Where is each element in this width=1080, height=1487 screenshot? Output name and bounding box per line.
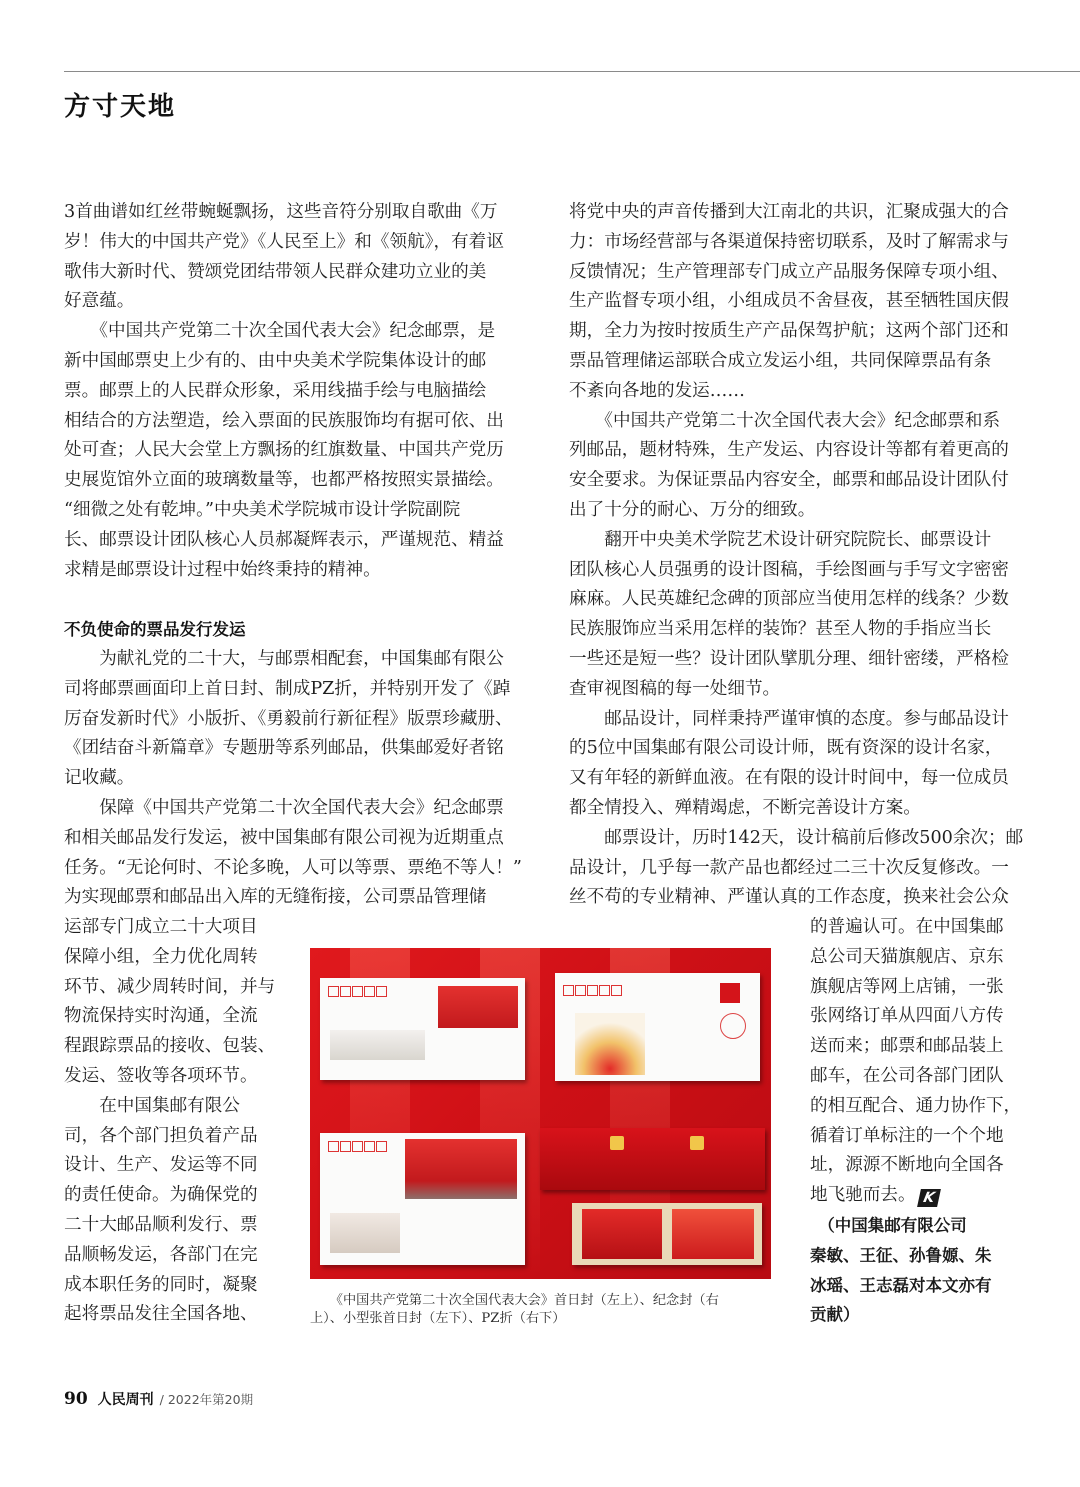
body-line: 查审视图稿的每一处细节。 [569, 678, 781, 699]
body-line: 《中国共产党第二十次全国代表大会》纪念邮票，是 [64, 321, 496, 342]
publication-name: 人民周刊 [97, 1392, 154, 1408]
body-line: 送而来；邮票和邮品装上 [810, 1036, 1004, 1057]
caption-line: 上）、小型张首日封（左下）、PZ折（右下） [310, 1311, 566, 1326]
body-line: 邮票设计，历时142天，设计稿前后修改500余次；邮 [569, 827, 1024, 848]
commemorative-cover-image [555, 973, 760, 1081]
caption-line: 《中国共产党第二十次全国代表大会》首日封（左上）、纪念封（右 [310, 1293, 719, 1308]
body-line: 丝不苟的专业精神、严谨认真的工作态度，换来社会公众 [569, 887, 1009, 908]
body-line: 司将邮票画面印上首日封、制成PZ折，并特别开发了《踔 [64, 678, 511, 699]
body-line: 记收藏。 [64, 768, 135, 789]
body-line: 厉奋发新时代》小版折、《勇毅前行新征程》版票珍藏册、 [64, 708, 513, 729]
end-mark-icon: K [917, 1189, 941, 1207]
left-column [64, 198, 522, 913]
body-line: 品顺畅发运，各部门在完 [64, 1244, 258, 1265]
body-line: 《团结奋斗新篇章》专题册等系列邮品，供集邮爱好者铭 [64, 738, 504, 759]
body-line: 团队核心人员强勇的设计图稿，手绘图画与手写文字密密 [569, 559, 1009, 580]
body-line: 地飞驰而去。 K [810, 1181, 1021, 1211]
body-line: 都全情投入、殚精竭虑，不断完善设计方案。 [569, 797, 921, 818]
section-subheading: 不负使命的票品发行发运 [64, 620, 246, 640]
body-line: 发运、签收等各项环节。 [64, 1065, 258, 1086]
page-footer [64, 1389, 253, 1409]
body-line: 长、邮票设计团队核心人员郝凝辉表示，严谨规范、精益 [64, 529, 504, 550]
body-line: 物流保持实时沟通，全流 [64, 1006, 258, 1027]
first-day-cover-image [320, 978, 525, 1080]
top-rule [64, 71, 1080, 72]
body-line: 为实现邮票和邮品出入库的无缝衔接，公司票品管理储 [64, 887, 487, 908]
body-line: 程跟踪票品的接收、包装、 [64, 1036, 276, 1057]
body-line: 环节、减少周转时间，并与 [64, 976, 276, 997]
body-line: 邮品设计，同样秉持严谨审慎的态度。参与邮品设计 [569, 708, 1009, 729]
body-line: 的普遍认可。在中国集邮 [810, 917, 1004, 937]
body-line: 期，全力为按时按质生产产品保驾护航；这两个部门还和 [569, 321, 1009, 342]
body-line: 在中国集邮有限公 [64, 1095, 240, 1116]
body-line: 保障《中国共产党第二十次全国代表大会》纪念邮票 [64, 797, 504, 818]
body-line: 保障小组，全力优化周转 [64, 946, 258, 967]
body-line: 求精是邮票设计过程中始终秉持的精神。 [64, 559, 381, 580]
credit-line: 秦敏、王征、孙鲁嫄、朱 [810, 1245, 992, 1265]
right-wrap-column [810, 913, 1021, 1330]
body-line: 将党中央的声音传播到大江南北的共识，汇聚成强大的合 [569, 202, 1009, 222]
body-line: 址，源源不断地向全国各 [810, 1155, 1004, 1176]
body-line: 岁！伟大的中国共产党》《人民至上》和《领航》，有着讴 [64, 231, 504, 252]
body-line: 的相互配合、通力协作下， [810, 1095, 1022, 1116]
body-line: 二十大邮品顺利发行、票 [64, 1214, 258, 1235]
photo-caption [310, 1292, 775, 1328]
body-line: 翻开中央美术学院艺术设计研究院院长、邮票设计 [569, 529, 992, 550]
souvenir-sheet-cover-image [320, 1133, 525, 1265]
body-line: 一些还是短一些？设计团队擘肌分理、细针密缕，严格检 [569, 648, 1009, 669]
body-line: 不紊向各地的发运…… [569, 380, 745, 401]
body-line: 好意蕴。 [64, 291, 135, 312]
body-line: 品设计，几乎每一款产品也都经过二三十次反复修改。一 [569, 857, 1009, 878]
body-line: 出了十分的耐心、万分的细致。 [569, 499, 816, 520]
body-line: 设计、生产、发运等不同 [64, 1155, 258, 1176]
right-column [569, 198, 1023, 913]
blank-line [64, 585, 522, 615]
section-title: 方寸天地 [64, 92, 177, 122]
body-line: “细微之处有乾坤。”中央美术学院城市设计学院副院 [64, 499, 461, 520]
body-line: 邮车，在公司各部门团队 [810, 1065, 1004, 1086]
body-line: 为献礼党的二十大，与邮票相配套，中国集邮有限公 [64, 648, 504, 669]
body-line: 张网络订单从四面八方传 [810, 1006, 1004, 1027]
body-line: 总公司天猫旗舰店、京东 [810, 946, 1004, 967]
issue-label: / 2022年第20期 [159, 1392, 254, 1407]
body-line: 生产监督专项小组，小组成员不舍昼夜，甚至牺牲国庆假 [569, 291, 1009, 312]
body-line: 3首曲谱如红丝带蜿蜒飘扬，这些音符分别取自歌曲《万 [64, 202, 498, 222]
credit-line: （中国集邮有限公司 [810, 1215, 967, 1235]
credit-line: 贡献） [810, 1305, 860, 1325]
body-line: 票。邮票上的人民群众形象，采用线描手绘与电脑描绘 [64, 380, 487, 401]
body-line: 循着订单标注的一个个地 [810, 1125, 1004, 1146]
body-line: 史展览馆外立面的玻璃数量等，也都严格按照实景描绘。 [64, 470, 504, 491]
body-line: 票品管理储运部联合成立发运小组，共同保障票品有条 [569, 350, 992, 371]
body-line: 麻麻。人民英雄纪念碑的顶部应当使用怎样的线条？少数 [569, 589, 1009, 610]
body-line: 相结合的方法塑造，绘入票面的民族服饰均有据可依、出 [64, 410, 504, 431]
body-line: 《中国共产党第二十次全国代表大会》纪念邮票和系 [569, 410, 1001, 431]
body-line: 成本职任务的同时，凝聚 [64, 1274, 258, 1295]
body-line: 反馈情况；生产管理部专门成立产品服务保障专项小组、 [569, 261, 1009, 282]
pz-folder-image [540, 1128, 765, 1190]
body-line: 旗舰店等网上店铺，一张 [810, 976, 1004, 997]
stamp-products-photo [310, 948, 771, 1279]
body-line: 起将票品发往全国各地、 [64, 1304, 258, 1325]
body-line: 又有年轻的新鲜血液。在有限的设计时间中，每一位成员 [569, 768, 1009, 789]
body-line: 力：市场经营部与各渠道保持密切联系，及时了解需求与 [569, 231, 1009, 252]
credit-line: 冰瑶、王志磊对本文亦有 [810, 1275, 992, 1295]
body-line: 新中国邮票史上少有的、由中央美术学院集体设计的邮 [64, 350, 487, 371]
body-line: 司，各个部门担负着产品 [64, 1125, 258, 1146]
body-line: 运部专门成立二十大项目 [64, 917, 258, 937]
body-line: 的5位中国集邮有限公司设计师，既有资深的设计名家， [569, 738, 1003, 759]
body-line: 歌伟大新时代、赞颂党团结带领人民群众建功立业的美 [64, 261, 487, 282]
body-line: 民族服饰应当采用怎样的装饰？甚至人物的手指应当长 [569, 619, 992, 640]
body-line: 任务。“无论何时、不论多晚，人可以等票、票绝不等人！” [64, 857, 522, 878]
left-wrap-column [64, 913, 275, 1330]
body-line: 列邮品，题材特殊，生产发运、内容设计等都有着更高的 [569, 440, 1009, 461]
body-line: 处可查；人民大会堂上方飘扬的红旗数量、中国共产党历 [64, 440, 504, 461]
body-line: 和相关邮品发行发运，被中国集邮有限公司视为近期重点 [64, 827, 504, 848]
pz-folder-open-image [572, 1203, 762, 1265]
page-number: 90 [64, 1389, 88, 1409]
body-line: 的责任使命。为确保党的 [64, 1185, 258, 1206]
body-line: 安全要求。为保证票品内容安全，邮票和邮品设计团队付 [569, 470, 1009, 491]
